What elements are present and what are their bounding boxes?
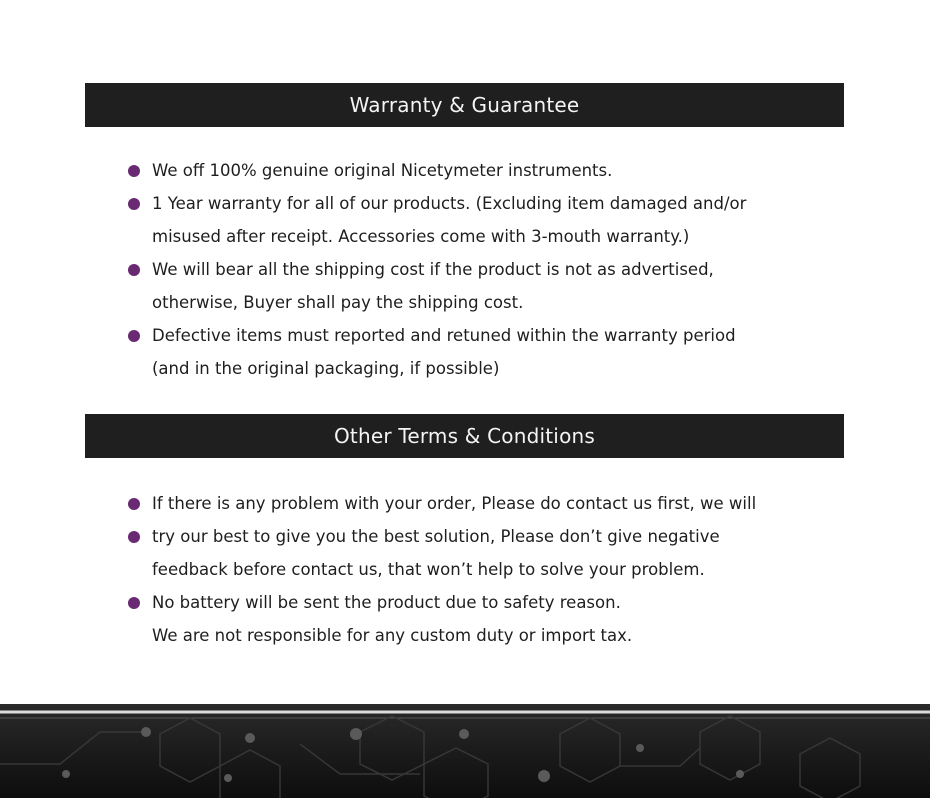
list-item (128, 154, 828, 187)
list-item (128, 553, 828, 586)
list-item (128, 286, 828, 319)
list-item (128, 487, 828, 520)
bullet-dot-icon (128, 531, 140, 543)
footer-decoration (0, 704, 930, 798)
list-item-text: try our best to give you the best solution, Please don’t give negative (152, 527, 720, 546)
bullet-dot-icon (128, 198, 140, 210)
list-item-text: misused after receipt. Accessories come with 3-mouth warranty.) (152, 227, 690, 246)
list-item-text: Defective items must reported and retuned within the warranty period (152, 326, 736, 345)
list-item (128, 520, 828, 553)
list-item (128, 319, 828, 352)
terms-title: Other Terms & Conditions (333, 424, 595, 448)
list-item (128, 220, 828, 253)
terms-banner (85, 414, 844, 458)
terms-list (128, 487, 828, 652)
bullet-dot-icon (128, 264, 140, 276)
bullet-dot-icon (128, 330, 140, 342)
list-item-text: We off 100% genuine original Nicetymeter instruments. (152, 161, 613, 180)
list-item-text: 1 Year warranty for all of our products. (Excluding item damaged and/or (152, 194, 747, 213)
bullet-dot-icon (128, 498, 140, 510)
warranty-list (128, 154, 828, 385)
warranty-banner (85, 83, 844, 127)
bullet-dot-icon (128, 597, 140, 609)
list-item-text: otherwise, Buyer shall pay the shipping cost. (152, 293, 524, 312)
bullet-dot-icon (128, 165, 140, 177)
list-item-text: We are not responsible for any custom duty or import tax. (152, 626, 633, 645)
list-item-text: feedback before contact us, that won’t help to solve your problem. (152, 560, 705, 579)
list-item-text: No battery will be sent the product due to safety reason. (152, 593, 621, 612)
list-item (128, 352, 828, 385)
list-item-text: We will bear all the shipping cost if the product is not as advertised, (152, 260, 714, 279)
warranty-title: Warranty & Guarantee (349, 93, 580, 117)
list-item (128, 187, 828, 220)
list-item (128, 619, 828, 652)
list-item-text: If there is any problem with your order, Please do contact us first, we will (152, 494, 757, 513)
list-item-text: (and in the original packaging, if possible) (152, 359, 500, 378)
list-item (128, 253, 828, 286)
list-item (128, 586, 828, 619)
